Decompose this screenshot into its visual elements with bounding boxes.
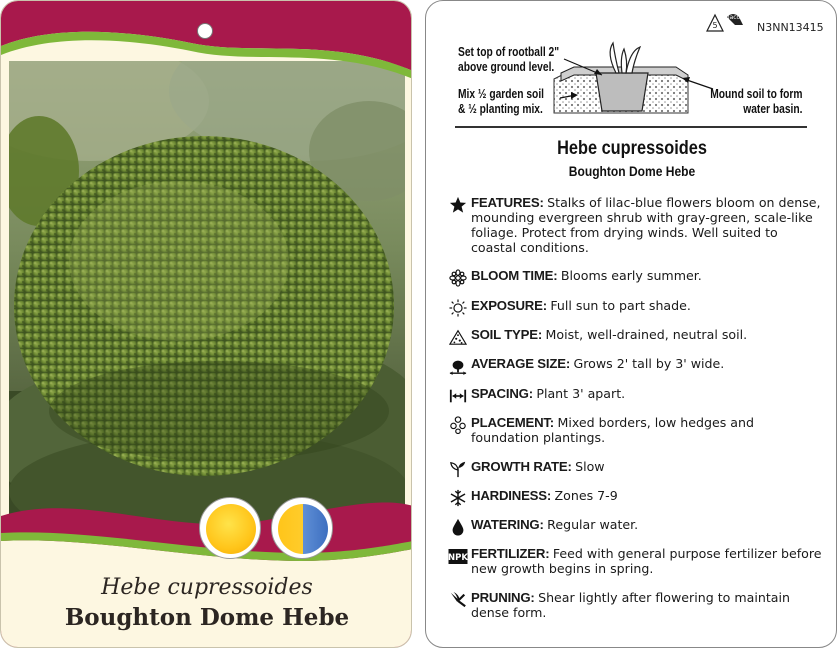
attribute-growth-rate: GROWTH RATE: Slow bbox=[448, 459, 823, 479]
back-scientific-name: Hebe cupressoides bbox=[557, 138, 707, 159]
attribute-spacing: SPACING: Plant 3' apart. bbox=[448, 386, 823, 406]
part-shade-icon bbox=[271, 497, 333, 559]
pruners-icon bbox=[448, 590, 468, 610]
npk-icon bbox=[448, 546, 468, 566]
decorative-bands bbox=[1, 1, 412, 648]
attribute-placement: PLACEMENT: Mixed borders, low hedges and foundation plantings. bbox=[448, 415, 823, 445]
attribute-average-size: AVERAGE SIZE: Grows 2' tall by 3' wide. bbox=[448, 356, 823, 376]
attribute-features: FEATURES: Stalks of lilac-blue flowers bloom on dense, mounding evergreen shrub with gray-green, scale-like foliage. Protect from drying winds. Well suited to coastal conditions. bbox=[448, 195, 823, 255]
attribute-fertilizer: NPK FERTILIZER: Feed with general purpose fertilizer before new growth begins in spring. bbox=[448, 546, 822, 576]
spacing-icon bbox=[448, 386, 468, 406]
front-tag bbox=[0, 0, 412, 648]
attribute-pruning: PRUNING: Shear lightly after flowering to maintain dense form. bbox=[448, 590, 823, 620]
svg-text:NPK: NPK bbox=[448, 553, 468, 563]
placement-icon bbox=[448, 415, 468, 435]
water-drop-icon bbox=[448, 517, 468, 537]
divider bbox=[455, 126, 807, 128]
water-basin-instruction: Mound soil to form water basin. bbox=[709, 87, 802, 116]
star-icon bbox=[448, 195, 468, 215]
front-common-name: Boughton Dome Hebe bbox=[64, 604, 350, 631]
attribute-exposure: EXPOSURE: Full sun to part shade. bbox=[448, 298, 823, 318]
size-icon bbox=[448, 356, 468, 376]
soil-icon bbox=[448, 327, 468, 347]
attribute-hardiness: HARDINESS: Zones 7-9 bbox=[448, 488, 823, 508]
front-scientific-name: Hebe cupressoides bbox=[101, 575, 313, 600]
growth-icon bbox=[448, 459, 468, 479]
attribute-watering: WATERING: Regular water. bbox=[448, 517, 823, 537]
back-tag bbox=[425, 0, 837, 648]
recycle-number: 5 bbox=[712, 21, 718, 30]
soil-mix-instruction: Mix ½ garden soil & ½ planting mix. bbox=[458, 87, 545, 116]
attribute-soil-type: SOIL TYPE: Moist, well-drained, neutral soil. bbox=[448, 327, 823, 347]
flower-icon bbox=[448, 268, 468, 288]
back-common-name: Boughton Dome Hebe bbox=[568, 163, 696, 179]
rootball-instruction: Set top of rootball 2" above ground level. bbox=[458, 45, 560, 74]
attribute-bloom-time: BLOOM TIME: Blooms early summer. bbox=[448, 268, 823, 288]
recycle-brand: macore bbox=[723, 14, 747, 21]
sun-icon bbox=[199, 497, 261, 559]
sun-outline-icon bbox=[448, 298, 468, 318]
product-code: N3NN13415 bbox=[757, 21, 824, 34]
snowflake-icon bbox=[448, 488, 468, 508]
hang-hole bbox=[197, 23, 213, 39]
